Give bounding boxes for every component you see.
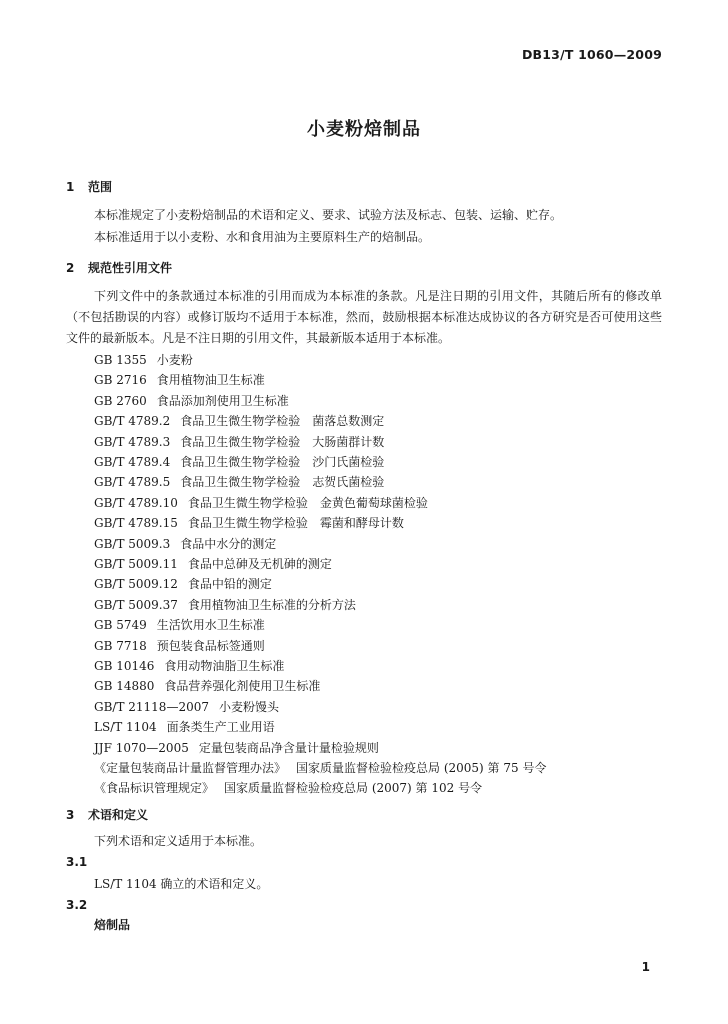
- reference-title: 小麦粉: [156, 353, 193, 367]
- reference-title: 食用动物油脂卫生标准: [164, 659, 285, 673]
- reference-item: [94, 758, 546, 778]
- reference-code: LS/T 1104: [94, 720, 157, 735]
- reference-item: [94, 391, 289, 411]
- clause-3-1-text: LS/T 1104 确立的术语和定义。: [94, 877, 269, 891]
- reference-code: GB/T 5009.3: [94, 536, 171, 551]
- reference-item: [94, 574, 272, 594]
- reference-item: [94, 411, 384, 431]
- reference-code: GB/T 4789.5: [94, 475, 171, 490]
- document-title: 小麦粉焙制品: [307, 119, 421, 140]
- reference-code: GB 2760: [94, 393, 147, 408]
- page-number: 1: [641, 960, 650, 974]
- reference-code: GB/T 4789.3: [94, 434, 171, 449]
- reference-item: [94, 697, 279, 717]
- clause-3-1-number: 3.1: [66, 855, 88, 869]
- reference-code: GB 10146: [94, 659, 155, 673]
- reference-title: 食品卫生微生物学检验 沙门氏菌检验: [180, 455, 385, 469]
- section-2-heading: [66, 259, 172, 276]
- reference-code: JJF 1070—2005: [94, 740, 189, 755]
- reference-title: 食用植物油卫生标准的分析方法: [187, 597, 356, 612]
- reference-code: GB 1355: [94, 353, 147, 367]
- reference-title: 食品添加剂使用卫生标准: [156, 393, 289, 408]
- section-number: 1: [66, 180, 75, 194]
- reference-title: 面条类生产工业用语: [166, 720, 275, 735]
- reference-item: [94, 738, 379, 758]
- reference-title: 食品中铅的测定: [187, 577, 272, 592]
- reference-item: [94, 493, 428, 513]
- reference-code: 《食品标识管理规定》: [94, 781, 215, 796]
- reference-item: [94, 534, 276, 554]
- section-2-intro: 下列文件中的条款通过本标准的引用而成为本标准的条款。凡是注日期的引用文件，其随后所有的修改单（不包括勘误的内容）或修订版均不适用于本标准，然而，鼓励根据本标准达成协议的各方研究是否可使用这些文件的最新版本。凡是不注日期的引用文件，其最新版本适用于本标准。: [66, 289, 662, 345]
- section-3-intro: 下列术语和定义适用于本标准。: [94, 834, 263, 848]
- reference-code: GB/T 4789.2: [94, 414, 171, 429]
- reference-code: GB 2716: [94, 373, 147, 388]
- reference-item: [94, 513, 404, 533]
- reference-title: 食品卫生微生物学检验 大肠菌群计数: [180, 434, 385, 449]
- reference-item: [94, 778, 482, 798]
- reference-item: [94, 370, 265, 390]
- reference-item: [94, 676, 320, 696]
- section-title: 术语和定义: [88, 808, 149, 822]
- section-1-heading: [66, 178, 112, 195]
- reference-item: [94, 350, 193, 370]
- reference-title: 食用植物油卫生标准: [156, 373, 265, 388]
- reference-item: [94, 717, 275, 737]
- reference-item: [94, 595, 356, 615]
- reference-code: GB 14880: [94, 679, 155, 694]
- reference-item: [94, 452, 384, 472]
- reference-code: GB/T 5009.37: [94, 597, 178, 612]
- reference-title: 定量包装商品净含量计量检验规则: [198, 740, 379, 755]
- reference-code: GB/T 5009.12: [94, 577, 178, 592]
- section-1-paragraph-1: 本标准规定了小麦粉焙制品的术语和定义、要求、试验方法及标志、包装、运输、贮存。: [94, 208, 563, 222]
- reference-code: GB/T 4789.4: [94, 455, 171, 469]
- section-number: 3: [66, 808, 75, 822]
- reference-title: 食品卫生微生物学检验 金黄色葡萄球菌检验: [187, 495, 428, 510]
- section-title: 范围: [88, 180, 113, 194]
- section-3-heading: [66, 806, 148, 823]
- reference-code: 《定量包装商品计量监督管理办法》: [94, 761, 287, 775]
- reference-title: 生活饮用水卫生标准: [156, 618, 265, 633]
- reference-item: [94, 472, 384, 492]
- reference-title: 食品卫生微生物学检验 霉菌和酵母计数: [187, 516, 404, 531]
- reference-code: GB/T 5009.11: [94, 557, 178, 571]
- reference-title: 食品卫生微生物学检验 志贺氏菌检验: [180, 475, 385, 490]
- clause-3-2-number: 3.2: [66, 898, 88, 912]
- reference-title: 食品营养强化剂使用卫生标准: [164, 679, 321, 694]
- reference-code: GB/T 21118—2007: [94, 699, 209, 714]
- section-title: 规范性引用文件: [88, 261, 173, 275]
- header-rule: [66, 65, 662, 66]
- reference-title: 食品卫生微生物学检验 菌落总数测定: [180, 414, 385, 429]
- reference-code: GB 5749: [94, 618, 147, 633]
- reference-item: [94, 636, 265, 656]
- reference-title: 小麦粉馒头: [218, 699, 279, 714]
- reference-code: GB/T 4789.15: [94, 516, 178, 531]
- reference-title: 食品中总砷及无机砷的测定: [187, 557, 332, 571]
- header-standard-code: DB13/T 1060—2009: [521, 47, 662, 62]
- reference-item: [94, 656, 284, 676]
- reference-title: 国家质量监督检验检疫总局 (2007) 第 102 号令: [224, 781, 483, 796]
- reference-item: [94, 554, 332, 574]
- reference-item: [94, 615, 265, 635]
- reference-item: [94, 432, 384, 452]
- reference-title: 预包装食品标签通则: [156, 638, 265, 653]
- section-number: 2: [66, 261, 75, 275]
- reference-code: GB 7718: [94, 638, 147, 653]
- reference-title: 国家质量监督检验检疫总局 (2005) 第 75 号令: [296, 761, 547, 775]
- reference-code: GB/T 4789.10: [94, 495, 178, 510]
- reference-title: 食品中水分的测定: [180, 536, 277, 551]
- section-1-paragraph-2: 本标准适用于以小麦粉、水和食用油为主要原料生产的焙制品。: [94, 230, 431, 244]
- clause-3-2-term: 焙制品: [94, 918, 131, 932]
